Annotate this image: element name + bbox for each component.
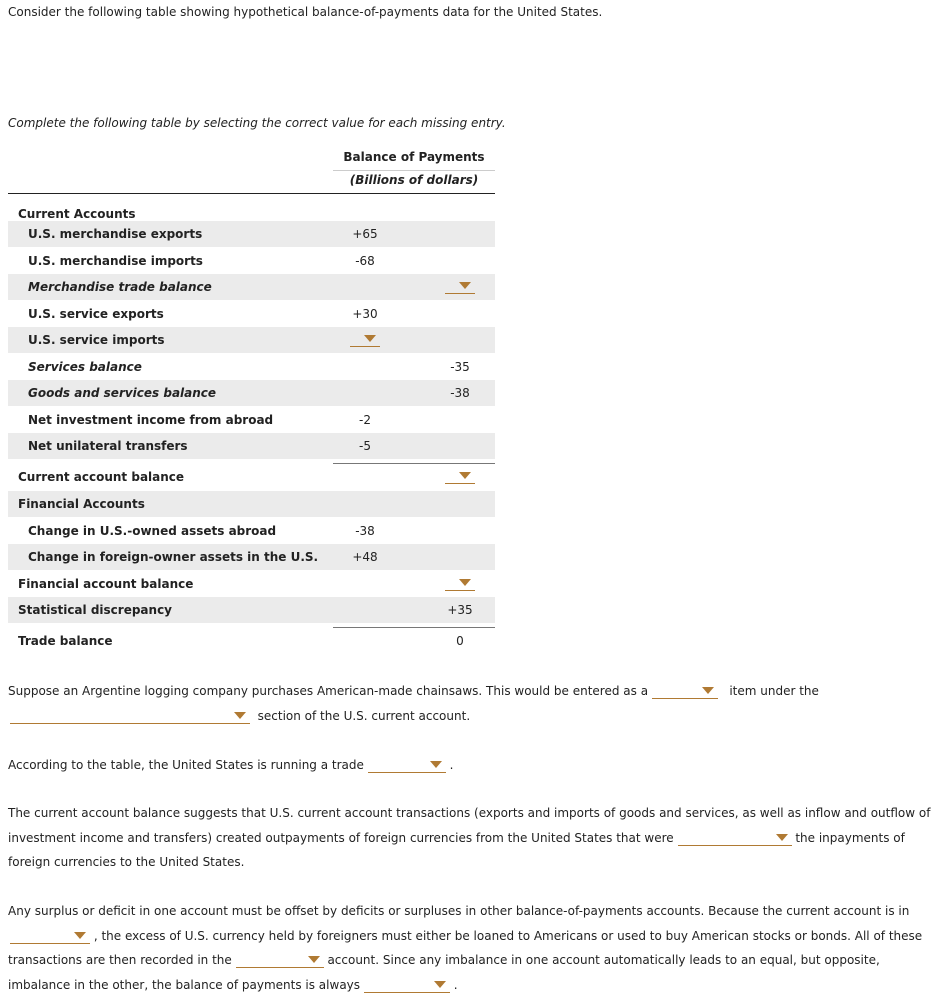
table-subheader: (Billions of dollars) bbox=[333, 173, 495, 194]
table-row bbox=[8, 221, 495, 247]
table-row bbox=[8, 544, 495, 570]
row-label: Merchandise trade balance bbox=[28, 280, 212, 294]
sum-line bbox=[333, 627, 495, 628]
table-row bbox=[8, 597, 495, 623]
surplus-deficit-dropdown[interactable] bbox=[10, 929, 90, 944]
table-row bbox=[8, 464, 495, 490]
entry-type-dropdown[interactable] bbox=[652, 684, 718, 699]
table-row bbox=[8, 518, 495, 544]
trade-dropdown[interactable] bbox=[368, 758, 446, 773]
question-4: Any surplus or deficit in one account must be offset by deficits or surpluses in other balance-of-payments accounts. Because the current account is in , the excess of U.S. currency held by foreigners must either be loaned to Americans or used to buy American stocks or bonds. All of these transactions are then recorded in the account. Since any imbalance in one account automatically leads to an equal, but opposite, imbalance in the other, the balance of payments is always . bbox=[8, 904, 923, 992]
row-label: Current Accounts bbox=[18, 207, 136, 221]
row-label: Financial Accounts bbox=[18, 497, 145, 511]
balance-dropdown[interactable] bbox=[364, 978, 450, 993]
row-label: U.S. merchandise imports bbox=[28, 254, 203, 268]
row-value: +48 bbox=[352, 550, 378, 564]
row-value: +65 bbox=[352, 227, 378, 241]
row-label: Change in U.S.-owned assets abroad bbox=[28, 524, 277, 538]
row-value: -35 bbox=[450, 360, 470, 374]
row-value: 0 bbox=[456, 634, 464, 648]
row-label: Statistical discrepancy bbox=[18, 603, 173, 617]
intro-text: Consider the following table showing hypothetical balance-of-payments data for the United States. bbox=[8, 5, 603, 19]
question-3: The current account balance suggests that U.S. current account transactions (exports and imports of goods and services, as well as inflow and outflow of investment income and transfers) created outpayments of foreign currencies from the United States that were the inpayments of foreign currencies to the United States. bbox=[8, 806, 931, 869]
row-label: U.S. service imports bbox=[28, 333, 165, 347]
table-row bbox=[8, 248, 495, 274]
value-dropdown[interactable] bbox=[445, 279, 475, 294]
table-header: Balance of Payments bbox=[333, 150, 495, 171]
table-row bbox=[8, 628, 495, 654]
table-row bbox=[8, 327, 495, 353]
section-dropdown[interactable] bbox=[10, 709, 250, 724]
row-label: Change in foreign-owner assets in the U.S. bbox=[28, 550, 319, 564]
row-label: U.S. merchandise exports bbox=[28, 227, 203, 241]
row-label: Current account balance bbox=[18, 470, 185, 484]
table-row bbox=[8, 407, 495, 433]
row-label: Net investment income from abroad bbox=[28, 413, 274, 427]
row-value: -38 bbox=[355, 524, 375, 538]
row-value: -2 bbox=[359, 413, 371, 427]
value-dropdown[interactable] bbox=[445, 469, 475, 484]
row-value: -68 bbox=[355, 254, 375, 268]
table-row bbox=[8, 354, 495, 380]
value-dropdown[interactable] bbox=[445, 576, 475, 591]
table-row bbox=[8, 301, 495, 327]
row-label: Financial account balance bbox=[18, 577, 194, 591]
value-dropdown[interactable] bbox=[350, 332, 380, 347]
table-row bbox=[8, 433, 495, 459]
divider bbox=[8, 193, 495, 194]
table-row bbox=[8, 491, 495, 517]
row-label: Services balance bbox=[28, 360, 142, 374]
instruction-text: Complete the following table by selecting the correct value for each missing entry. bbox=[8, 116, 506, 130]
row-value: -5 bbox=[359, 439, 371, 453]
row-value: +30 bbox=[352, 307, 378, 321]
table-row bbox=[8, 274, 495, 300]
question-1: Suppose an Argentine logging company purchases American-made chainsaws. This would be entered as a item under the section of the U.S. current account. bbox=[8, 684, 819, 723]
account-dropdown[interactable] bbox=[236, 953, 324, 968]
sum-line bbox=[333, 463, 495, 464]
table-row bbox=[8, 380, 495, 406]
question-2: According to the table, the United States is running a trade . bbox=[8, 758, 454, 772]
row-label: Trade balance bbox=[18, 634, 113, 648]
row-label: U.S. service exports bbox=[28, 307, 164, 321]
row-value: -38 bbox=[450, 386, 470, 400]
comparison-dropdown[interactable] bbox=[678, 831, 792, 846]
table-row bbox=[8, 571, 495, 597]
row-label: Net unilateral transfers bbox=[28, 439, 188, 453]
row-value: +35 bbox=[447, 603, 473, 617]
row-label: Goods and services balance bbox=[28, 386, 217, 400]
